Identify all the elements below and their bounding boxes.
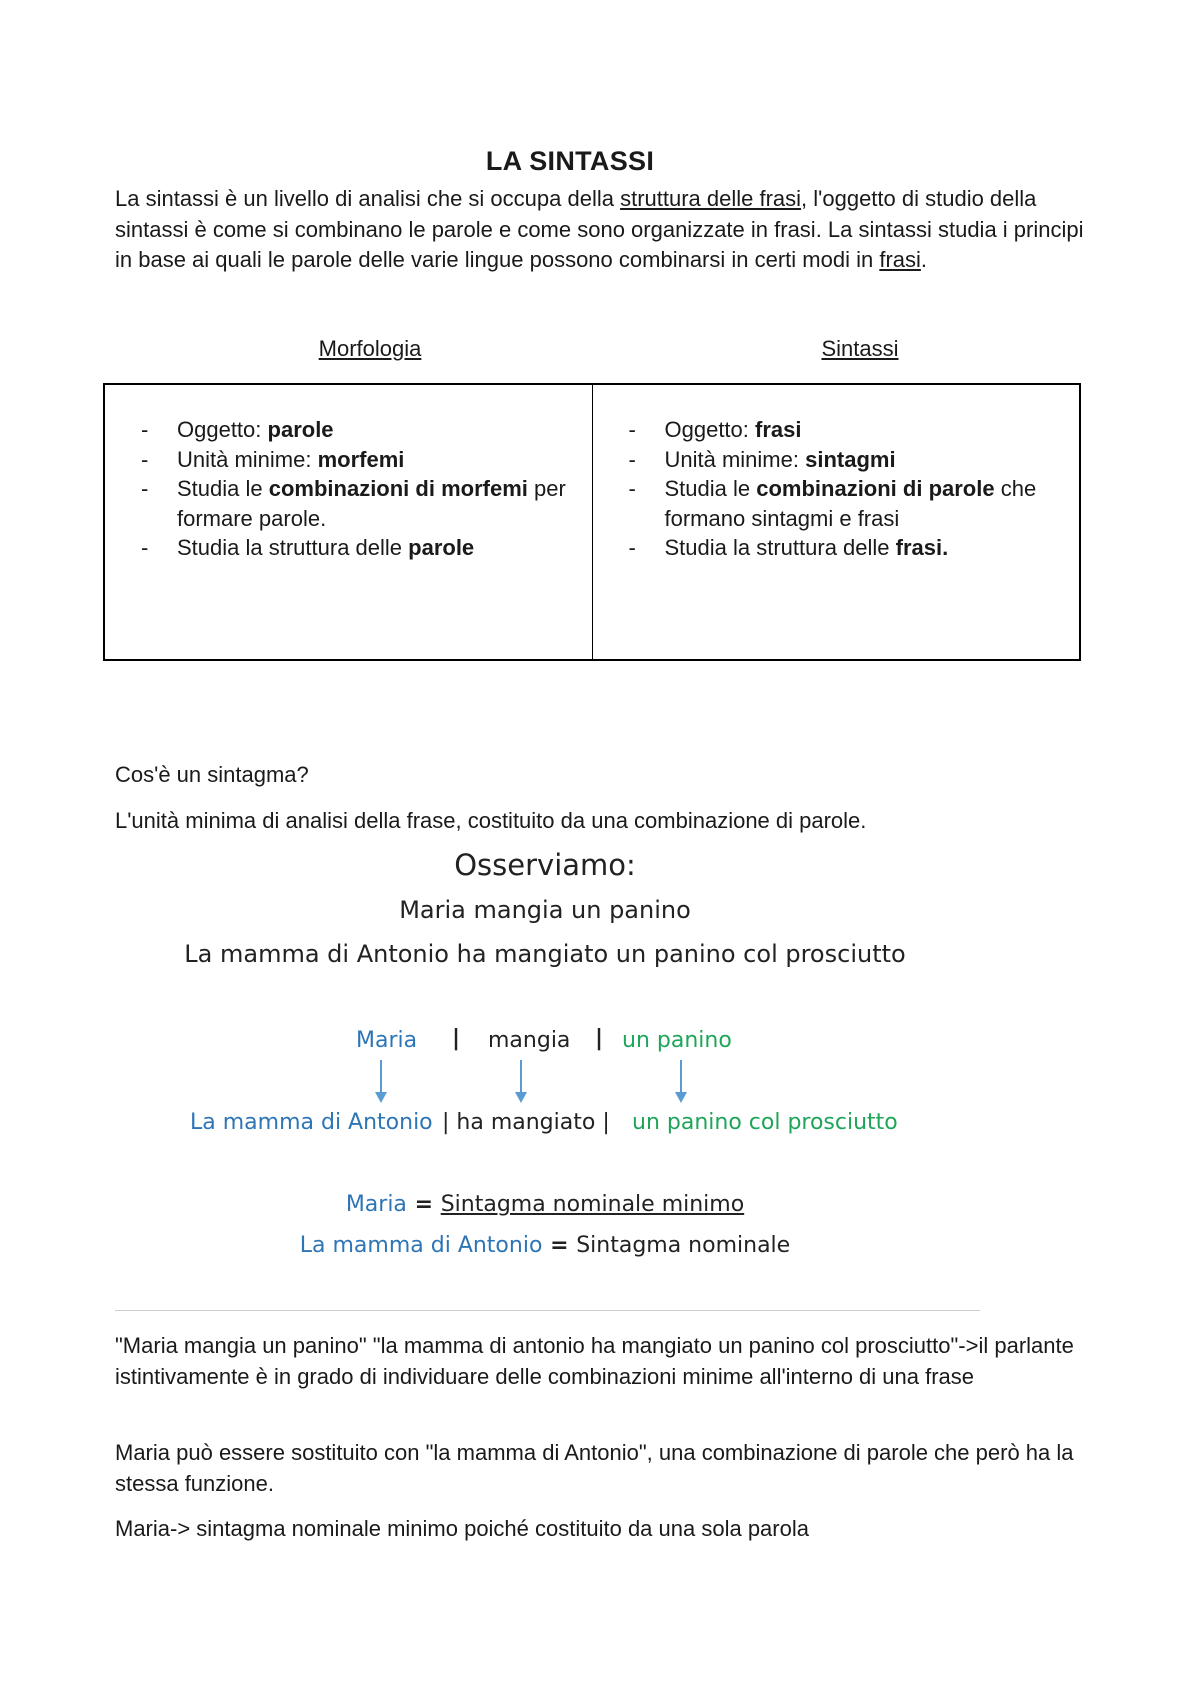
list-item	[141, 533, 582, 563]
item-bold: frasi.	[895, 535, 949, 560]
intro-text-start: La sintassi è un livello di analisi che si occupa della	[115, 186, 621, 211]
dash-bullet: -	[141, 476, 149, 501]
page-title: LA SINTASSI	[485, 146, 655, 176]
item-text: Studia la struttura delle	[664, 535, 896, 560]
list-item	[141, 474, 582, 533]
item-bold: frasi	[755, 417, 802, 442]
definition-1	[0, 1192, 1090, 1217]
answer-text: L'unità minima di analisi della frase, costituito da una combinazione di parole.	[115, 808, 867, 833]
intro-text-end: .	[920, 247, 928, 272]
item-bold: parole	[408, 535, 475, 560]
item-text: Studia le	[664, 476, 757, 501]
item-tail: per formare parole.	[177, 476, 566, 531]
item-bold: sintagmi	[805, 446, 896, 472]
list-item	[141, 415, 582, 445]
note-paragraph-3: Maria-> sintagma nominale minimo poiché costituito da una sola parola	[115, 1516, 809, 1541]
example-sentence-2: La mamma di Antonio ha mangiato un panino col prosciutto	[184, 940, 906, 968]
row2-ha-mangiato: | ha mangiato |	[442, 1110, 610, 1135]
item-bold: morfemi	[317, 446, 405, 472]
item-text: Unità minime:	[664, 446, 806, 472]
question-text: Cos'è un sintagma?	[115, 762, 309, 787]
intro-paragraph	[115, 184, 1095, 276]
intro-underline-structure: struttura delle frasi	[620, 186, 802, 211]
comparison-table	[103, 383, 1081, 661]
dash-bullet: -	[141, 446, 149, 472]
down-arrow-icon	[374, 1060, 388, 1104]
dash-bullet: -	[628, 476, 636, 501]
intro-underline-frasi: frasi	[879, 247, 921, 272]
column-heading-morfologia: Morfologia	[318, 336, 422, 361]
horizontal-divider	[115, 1310, 980, 1311]
item-text: Oggetto:	[664, 417, 756, 442]
table-cell-sintassi	[592, 385, 1080, 659]
column-heading-sintassi: Sintassi	[821, 336, 899, 361]
dash-bullet: -	[141, 417, 149, 442]
def1-term: Maria	[345, 1192, 407, 1217]
row1-maria: Maria	[356, 1028, 418, 1053]
def2-term: La mamma di Antonio	[299, 1233, 543, 1258]
row2-un-panino-col-prosciutto: un panino col prosciutto	[632, 1110, 898, 1135]
def2-equals: =	[542, 1233, 577, 1258]
item-tail: che formano sintagmi e frasi	[664, 476, 1037, 531]
item-text: Unità minime:	[177, 446, 318, 472]
note-paragraph-1: "Maria mangia un panino" "la mamma di antonio ha mangiato un panino col prosciutto"->il parlante istintivamente è in grado di individuare delle combinazioni minime all'interno di una frase	[115, 1333, 1074, 1389]
diagram-heading: Osserviamo:	[454, 848, 636, 882]
item-bold: combinazioni di parole	[756, 476, 995, 501]
def1-definition: Sintagma nominale minimo	[440, 1192, 745, 1217]
dash-bullet: -	[141, 535, 149, 560]
morfologia-list	[141, 415, 582, 563]
list-item	[629, 474, 1070, 533]
list-item	[629, 445, 1070, 475]
dash-bullet: -	[628, 535, 636, 560]
item-text: Studia le	[177, 476, 269, 501]
list-item	[629, 533, 1070, 563]
dash-bullet: -	[628, 417, 636, 442]
row1-un-panino: un panino	[622, 1028, 732, 1053]
row1-separator-2: |	[595, 1026, 604, 1051]
dash-bullet: -	[628, 446, 636, 472]
note-paragraph-2: Maria può essere sostituito con "la mamma di Antonio", una combinazione di parole che però ha la stessa funzione.	[115, 1440, 1074, 1496]
intro-text-middle: , l'oggetto di studio della sintassi è come si combinano le parole e come sono organizzate in frasi. La sintassi studia i principi in base ai quali le parole delle varie lingue possono combinarsi in certi modi in	[115, 186, 1084, 272]
item-text: Oggetto:	[177, 417, 268, 442]
def2-definition: Sintagma nominale	[576, 1233, 791, 1258]
row1-mangia: mangia	[488, 1028, 571, 1053]
down-arrow-icon	[514, 1060, 528, 1104]
def1-equals: =	[406, 1192, 441, 1217]
table-cell-morfologia	[105, 385, 592, 659]
row1-separator-1: |	[452, 1026, 461, 1051]
down-arrow-icon	[674, 1060, 688, 1104]
item-bold: combinazioni di morfemi	[268, 476, 528, 501]
item-text: Studia la struttura delle	[177, 535, 409, 560]
list-item	[141, 445, 582, 475]
definition-2	[0, 1233, 1090, 1258]
row2-la-mamma-di-antonio: La mamma di Antonio	[190, 1110, 433, 1135]
example-sentence-1: Maria mangia un panino	[399, 896, 691, 924]
list-item	[629, 415, 1070, 445]
item-bold: parole	[267, 417, 334, 442]
sintassi-list	[629, 415, 1070, 563]
